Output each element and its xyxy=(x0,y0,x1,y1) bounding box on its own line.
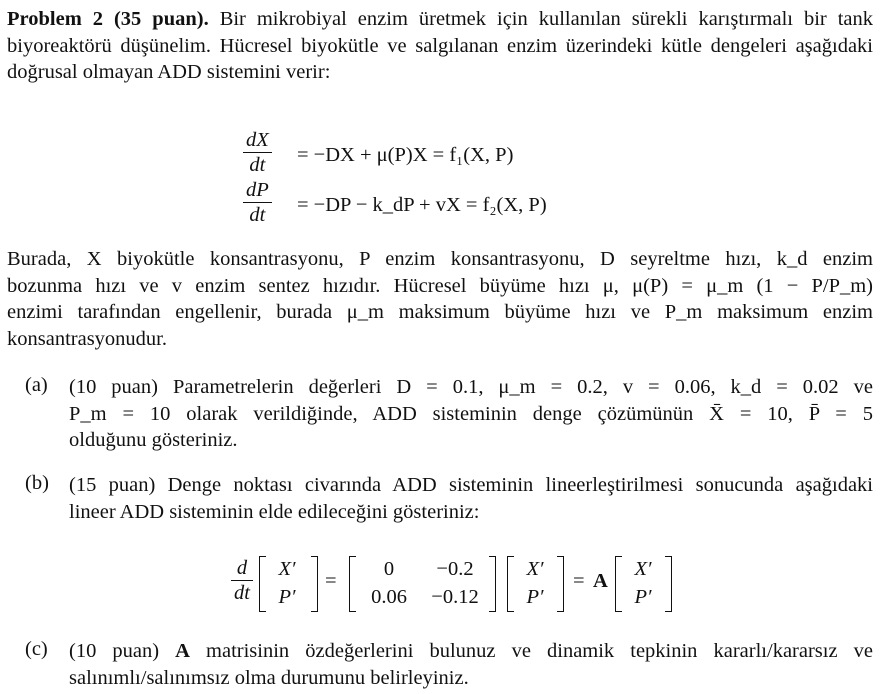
part-c-line: (10 puan) A matrisinin özdeğerlerini bulunuz ve dinamik tepkinin kararlı/kararsız ve xyxy=(69,640,873,662)
description-paragraph xyxy=(7,246,873,352)
description-line: konsantrasyonudur. xyxy=(7,327,167,350)
part-c-label: (c) xyxy=(25,638,48,660)
description-line: Burada, X biyokütle konsantrasyonu, P enzim konsantrasyonu, D seyreltme hızı, k_d enzim xyxy=(7,248,873,270)
part-b-line: lineer ADD sisteminin elde edileceğini gösteriniz: xyxy=(69,500,480,523)
right-bracket xyxy=(311,556,318,612)
vector-x-prime: X′ xyxy=(526,558,544,580)
right-bracket xyxy=(665,556,672,612)
matrix-a-symbol: A xyxy=(175,640,190,662)
part-a-line: P_m = 10 olarak verildiğinde, ADD sisteminin denge çözümünün X̄ = 10, P̄ = 5 xyxy=(69,402,873,425)
left-bracket xyxy=(507,556,514,612)
vector-p-prime: P′ xyxy=(526,586,544,608)
problem-heading: Problem 2 (35 puan). xyxy=(7,8,209,30)
dp-dt-fraction: $\frac{dP}{dt}$ xyxy=(243,178,272,227)
part-a-line: (10 puan) Parametrelerin değerleri D = 0.1, μ_m = 0.2, v = 0.06, k_d = 0.02 ve xyxy=(69,376,873,398)
left-bracket xyxy=(615,556,622,612)
left-bracket xyxy=(349,556,356,612)
right-bracket xyxy=(489,556,496,612)
matrix-cell: 0.06 xyxy=(371,586,407,608)
equals-sign: = xyxy=(325,570,337,592)
equation-dx xyxy=(243,128,514,177)
description-line: enzimi tarafından engellenir, burada μ_m maksimum büyüme hızı ve P_m maksimum enzim xyxy=(7,301,873,323)
vector-p-prime: P′ xyxy=(278,586,296,608)
part-b-line: (15 puan) Denge noktası civarında ADD sisteminin lineerleştirilmesi sonucunda aşağıdaki xyxy=(69,474,873,496)
equals-sign: = xyxy=(573,570,585,592)
part-c-line: salınımlı/salınımsız olma durumunu belirleyiniz. xyxy=(69,666,469,689)
vector-x-prime: X′ xyxy=(634,558,652,580)
d-dt-operator: $\frac{d}{dt}$ xyxy=(231,556,253,605)
matrix-a-symbol: A xyxy=(593,570,608,592)
problem-intro-text: Bir mikrobiyal enzim üretmek için kullanılan sürekli karıştırmalı bir tank biyoreaktörü düşünelim. Hücresel biyokütle ve salgılanan enzim üzerindeki kütle dengeleri aşağıdaki doğrusal olmayan ADD sistemini verir: xyxy=(7,8,873,83)
left-bracket xyxy=(259,556,266,612)
equation-dp xyxy=(243,178,547,227)
vector-p-prime: P′ xyxy=(634,586,652,608)
description-line: bozunma hızı ve v enzim sentez hızıdır. Hücresel büyüme hızı μ, μ(P) = μ_m (1 − P/P_m) xyxy=(7,274,873,297)
right-bracket xyxy=(557,556,564,612)
part-b-label: (b) xyxy=(25,472,49,494)
dx-dt-fraction: $\frac{dX}{dt}$ xyxy=(243,128,272,177)
matrix-cell: −0.2 xyxy=(436,558,474,580)
problem-intro xyxy=(7,6,873,86)
equation-dp-rhs: = −DP − k_dP + vX = f₂(X, P) xyxy=(297,194,547,216)
part-a-line: olduğunu gösteriniz. xyxy=(69,429,238,451)
part-a-label: (a) xyxy=(25,374,48,396)
vector-x-prime: X′ xyxy=(278,558,296,580)
equation-dx-rhs: = −DX + μ(P)X = f₁(X, P) xyxy=(297,144,514,166)
matrix-cell: −0.12 xyxy=(431,586,479,608)
matrix-cell: 0 xyxy=(383,558,395,580)
